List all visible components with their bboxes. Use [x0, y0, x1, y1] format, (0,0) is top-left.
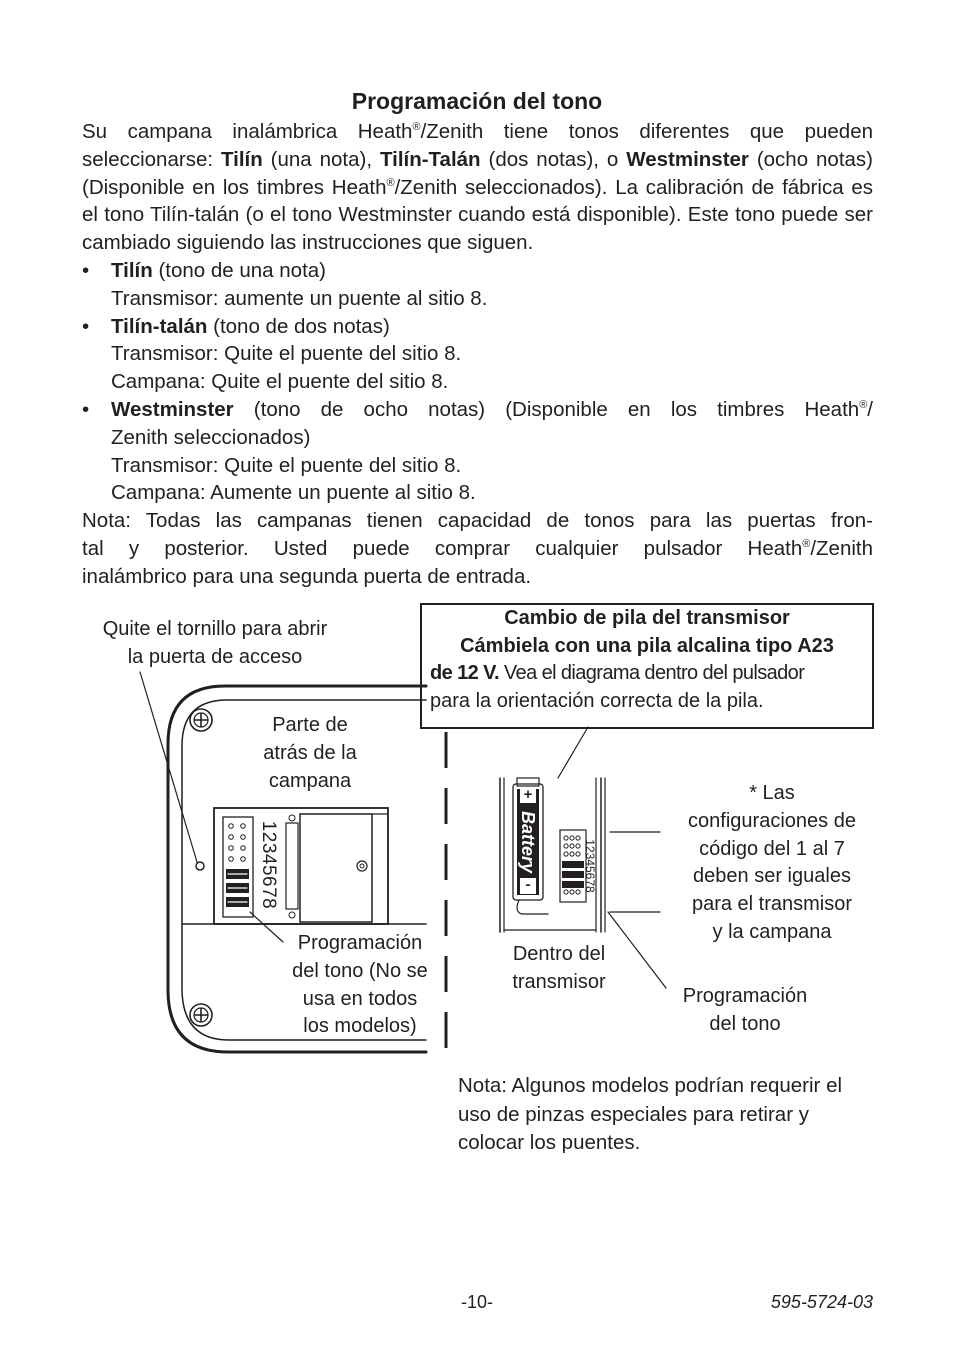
note-line-3: inalámbrico para una segunda puerta de entrada.: [82, 564, 532, 588]
bullet-dot: •: [82, 258, 90, 282]
note-line-1: Nota: Todas las campanas tienen capacidad de tonos para las puertas fron-: [82, 509, 873, 533]
chime-back-label: Parte de atrás de la campana: [263, 714, 357, 792]
battery-minus-icon: -: [520, 878, 536, 894]
tx-dip-numbers: 12345678: [583, 839, 597, 893]
battery-change-box: Cambio de pila del transmisor Cámbiela con una pila alcalina tipo A23 de 12 V. Vea el diagrama dentro del pulsador para la orientación correcta de la pila.: [420, 603, 874, 729]
battery-plus-icon: +: [520, 787, 536, 803]
access-door-hole: [196, 862, 204, 870]
bullet-tilin: • Tilín (tono de una nota): [82, 257, 873, 285]
leader-battery-box: [558, 727, 588, 778]
page-number: -10-: [460, 1292, 493, 1312]
bullet-line: Transmisor: aumente un puente al sitio 8.: [111, 286, 488, 310]
bullet-tilin-talan: • Tilín-talán (tono de dos notas): [82, 313, 873, 341]
screw-icon-bottom: [190, 1004, 212, 1026]
screw-icon-top: [190, 709, 212, 731]
bullet-line: Zenith seleccionados): [111, 425, 311, 449]
bullet-line: Campana: Aumente un puente al sitio 8.: [111, 481, 476, 505]
bullet-line: Transmisor: Quite el puente del sitio 8.: [111, 453, 462, 477]
document-code: 595-5724-03: [770, 1292, 873, 1312]
screw-label: Quite el tornillo para abrir la puerta de acceso: [102, 618, 328, 668]
chime-tone-programming-label: Programación del tono (No se usa en todos los modelos): [292, 932, 428, 1038]
transmitter-inside-label: Dentro del transmisor: [512, 943, 606, 993]
bullet-dot: •: [82, 397, 90, 421]
chime-dip-numbers: 12345678: [258, 820, 279, 910]
bullet-line: Campana: Quite el puente del sitio 8.: [111, 370, 449, 394]
code-settings-label: * Las configuraciones de código del 1 al 7 deben ser iguales para el transmisor y la campana: [688, 782, 856, 943]
bullet-dot: •: [82, 314, 90, 338]
chime-jumper-pins: [229, 824, 246, 862]
bullet-westminster: • Westminster (tono de ocho notas) (Disponible en los timbres Heath®/: [82, 396, 873, 424]
intro-paragraph: Su campana inalámbrica Heath®/Zenith tiene tonos diferentes que pueden seleccionarse: Tilín (una nota), Tilín-Talán (dos notas), o Westminster (ocho notas) (Disponible en los timbres Heath®/Zenith seleccionados). La calibración de fábrica es el tono Tilín-talán (o el tono Westminster cuando está disponible). Este tono puede ser cambiado siguiendo las instrucciones que siguen.: [82, 120, 874, 255]
tx-jumpers: [562, 861, 584, 888]
tweezers-note: Nota: Algunos modelos podrían requerir el uso de pinzas especiales para retirar y colocar los puentes.: [458, 1074, 843, 1154]
bullet-line: Transmisor: Quite el puente del sitio 8.: [111, 342, 462, 366]
page-title: Programación del tono: [351, 88, 603, 114]
battery-label: Battery: [518, 810, 538, 874]
transmitter-tone-programming-label: Programación del tono: [682, 985, 808, 1035]
note-line-2: tal y posterior. Usted puede comprar cualquier pulsador Heath®/Zenith: [82, 536, 873, 560]
